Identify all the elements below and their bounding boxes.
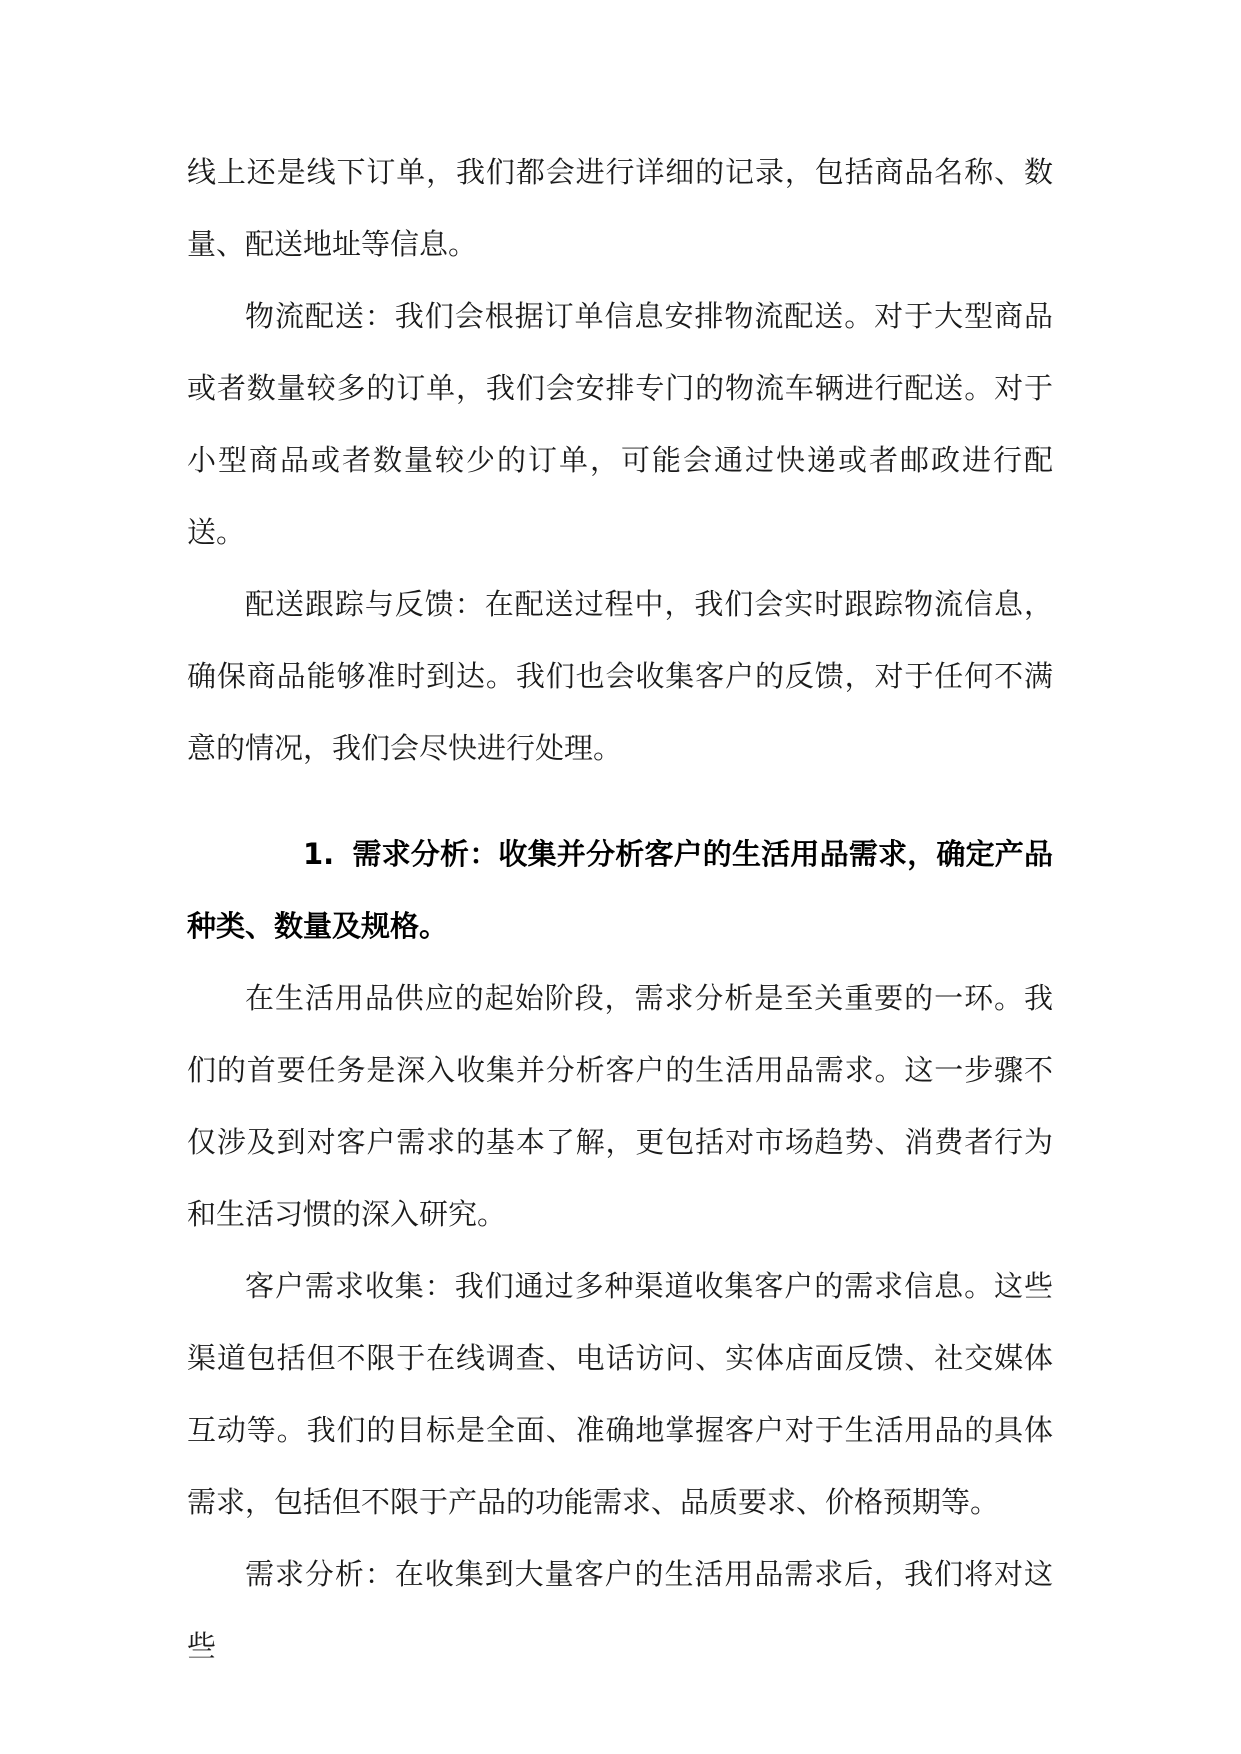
paragraph-demand-analysis: 需求分析：在收集到大量客户的生活用品需求后，我们将对这些 [187, 1557, 1053, 1663]
paragraph-logistics-delivery: 物流配送：我们会根据订单信息安排物流配送。对于大型商品或者数量较多的订单，我们会安排专门的物流车辆进行配送。对于小型商品或者数量较少的订单，可能会通过快递或者邮政进行配送。 [187, 299, 1053, 549]
paragraph-order-record: 线上还是线下订单，我们都会进行详细的记录，包括商品名称、数量、配送地址等信息。 [187, 155, 1053, 261]
section-heading-text: 需求分析：收集并分析客户的生活用品需求，确定产品种类、数量及规格。 [187, 837, 1053, 943]
section-heading-number: 1. [303, 837, 335, 871]
paragraph-demand-intro: 在生活用品供应的起始阶段，需求分析是至关重要的一环。我们的首要任务是深入收集并分析客户的生活用品需求。这一步骤不仅涉及到对客户需求的基本了解，更包括对市场趋势、消费者行为和生活习惯的深入研究。 [187, 981, 1053, 1231]
paragraph-delivery-tracking: 配送跟踪与反馈：在配送过程中，我们会实时跟踪物流信息，确保商品能够准时到达。我们也会收集客户的反馈，对于任何不满意的情况，我们会尽快进行处理。 [187, 587, 1053, 765]
paragraph-demand-collection: 客户需求收集：我们通过多种渠道收集客户的需求信息。这些渠道包括但不限于在线调查、电话访问、实体店面反馈、社交媒体互动等。我们的目标是全面、准确地掌握客户对于生活用品的具体需求，包括但不限于产品的功能需求、品质要求、价格预期等。 [187, 1269, 1053, 1519]
document-body [187, 136, 1053, 1682]
section-heading [187, 818, 1053, 962]
